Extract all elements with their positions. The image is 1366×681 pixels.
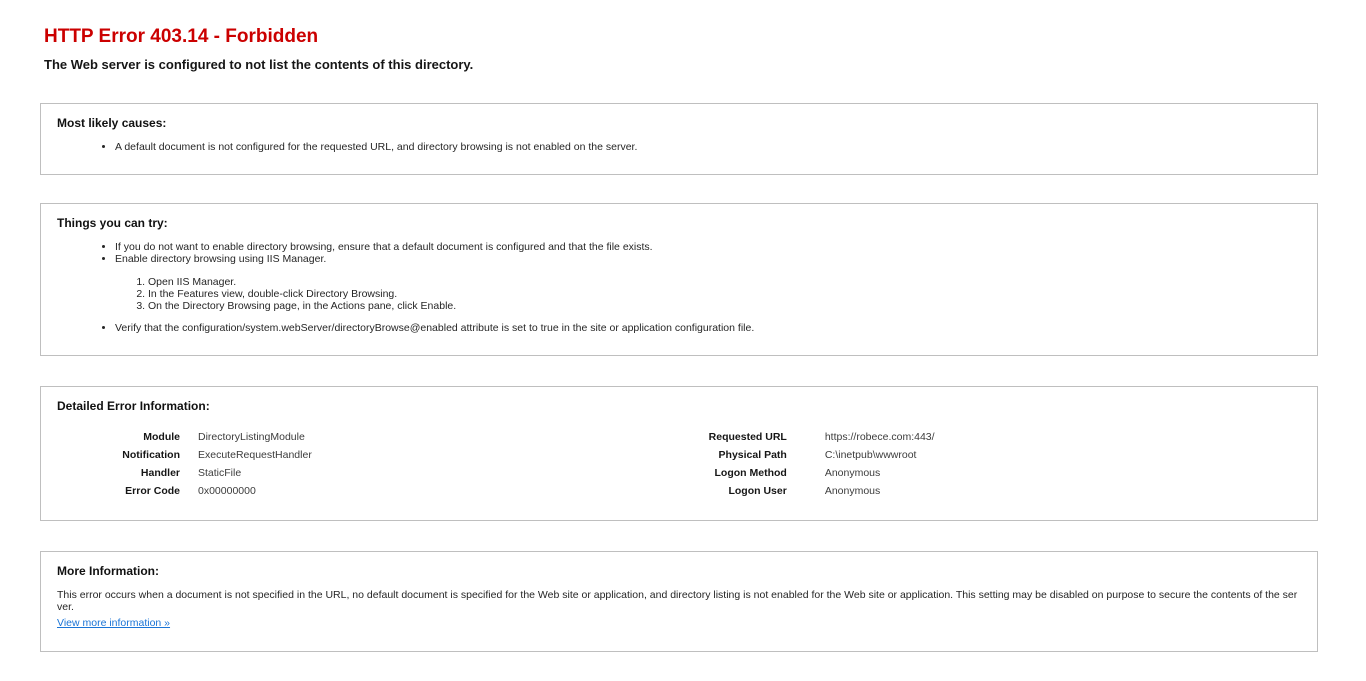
detail-label-notification: Notification bbox=[122, 448, 180, 461]
detail-value-handler: StaticFile bbox=[198, 466, 242, 479]
list-item: • If you do not want to enable directory browsing, ensure that a default document is configured and that the file exists. bbox=[115, 241, 1301, 253]
most-likely-causes-box bbox=[40, 103, 1318, 175]
things-you-can-try-heading: Things you can try: bbox=[57, 216, 168, 230]
more-information-box bbox=[40, 551, 1318, 653]
detail-value-logon-user: Anonymous bbox=[824, 484, 881, 497]
things-you-can-try-box bbox=[40, 203, 1318, 356]
detail-value-error-code: 0x00000000 bbox=[198, 484, 256, 497]
try-bullet-list bbox=[57, 241, 1301, 266]
detail-label-logon-method: Logon Method bbox=[714, 466, 787, 479]
detailed-error-information-heading: Detailed Error Information: bbox=[57, 398, 210, 413]
most-likely-causes-heading: Most likely causes: bbox=[57, 116, 167, 130]
detail-label-requested-url: Requested URL bbox=[708, 430, 787, 443]
detail-label-error-code: Error Code bbox=[125, 484, 180, 497]
detail-value-physical-path: C:\inetpub\wwwroot bbox=[824, 448, 917, 461]
detail-label-module: Module bbox=[143, 430, 180, 443]
detail-value-requested-url: https://robece.com:443/ bbox=[824, 430, 935, 443]
error-details-right-column bbox=[700, 428, 935, 500]
detail-value-notification: ExecuteRequestHandler bbox=[198, 448, 312, 461]
page-subtitle: The Web server is configured to not list the contents of this directory. bbox=[44, 57, 474, 72]
detail-label-physical-path: Physical Path bbox=[718, 448, 787, 461]
more-information-text: This error occurs when a document is not specified in the URL, no default document is specified for the Web site or application, and directory listing is not enabled for the Web site or application. This setting may be disabled on purpose to secure the contents of the server. bbox=[57, 588, 1298, 614]
list-item: • A default document is not configured for the requested URL, and directory browsing is not enabled on the server. bbox=[115, 141, 1301, 153]
list-item: • Verify that the configuration/system.webServer/directoryBrowse@enabled attribute is set to true in the site or application configuration file. bbox=[115, 322, 1301, 334]
detailed-error-information-box bbox=[40, 386, 1318, 521]
detail-label-handler: Handler bbox=[140, 466, 180, 479]
page-title: HTTP Error 403.14 - Forbidden bbox=[44, 26, 319, 47]
detail-value-logon-method: Anonymous bbox=[824, 466, 881, 479]
list-item: • Enable directory browsing using IIS Manager. bbox=[115, 253, 1301, 265]
content-boxes bbox=[40, 103, 1318, 652]
error-details-table bbox=[57, 428, 1301, 500]
detail-value-module: DirectoryListingModule bbox=[198, 430, 305, 443]
causes-list bbox=[57, 141, 1301, 153]
try-steps-list bbox=[57, 276, 1301, 313]
list-item: 3. On the Directory Browsing page, in the Actions pane, click Enable. bbox=[148, 300, 1301, 312]
more-information-heading: More Information: bbox=[57, 563, 159, 578]
list-item: 1. Open IIS Manager. bbox=[148, 276, 1301, 288]
view-more-information-link[interactable]: View more information » bbox=[57, 617, 171, 630]
list-item: 2. In the Features view, double-click Directory Browsing. bbox=[148, 288, 1301, 300]
error-details-left-column bbox=[57, 428, 312, 500]
detail-label-logon-user: Logon User bbox=[728, 484, 787, 497]
try-verify-list bbox=[57, 322, 1301, 334]
